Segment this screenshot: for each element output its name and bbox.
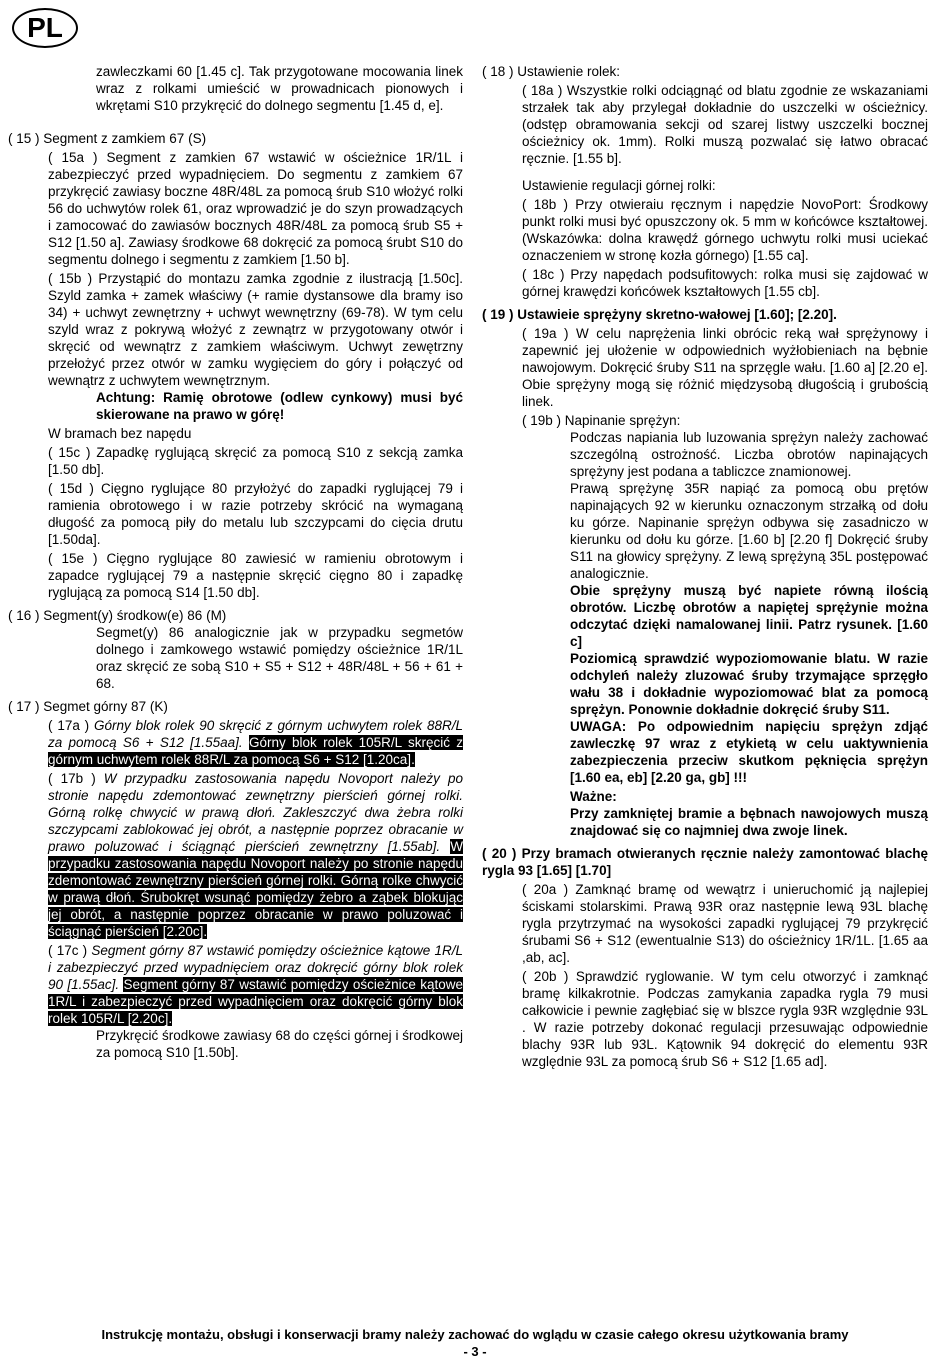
step-17a-text: Górny blok rolek 90 skręcić z górnym uchwytem rolek 88R/L za pomocą S6 + S12 [1.55aa]. — [48, 718, 463, 750]
right-column — [482, 63, 928, 1070]
step-15a: ( 15a ) Segment z zamkien 67 wstawić w ościeżnice 1R/1L i zabezpieczyć przed wypadnięciem. Do segmentu z zamkiem 67 przykręcić zawiasy boczne 48R/48L za pomocą śrub S10 włożyć rolki 56 do uchwytów rolek 61, oraz wprowadzić je do szyn prowadzących i zamocować do zawiasów bocznych 48R/48L za pomocą śrub S5 + S12 [1.50 a]. Zawiasy środkowe 68 dokręcić za pomocą śrubt S10 do segmentu dolnego i segmentu z zamkiem [1.50 b]. — [48, 150, 463, 267]
no-drive-note: W bramach bez napędu — [48, 426, 192, 441]
left-column — [8, 63, 463, 1061]
step-17b-highlight: W przypadku zastosowania napędu Novoport należy po stronie napędu zdemontować zewnętrzny pierścień górnej rolki. Górną rolke chwycić w prawą dłoń. Śrubokręt wsunąć pomiędzy żebro a ząbek blokując jej obrót, a następnie poprzez obracanie w prawo poluzować i ściągnąć pierścień [2.20c]. — [48, 839, 463, 939]
step-19b-text-3: Obie sprężyny muszą być napiete równą ilością obrotów. Liczbę obrotów a napiętej sprężynie można odczytać dzięki namalowanej linii. Patrz rysunek. [1.60 c] — [570, 583, 928, 649]
step-20a: ( 20a ) Zamknąć bramę od wewątrz i unieruchomić ją najlepiej ściskami stolarskimi. Prawą 93R oraz następnie lewą 93L blachę rygla przytrzymać na wysokości zapadki ryglującej 79 przykręcić śrubami S6 + S12 (ewentualnie S13) do ościeżnicy 1R/1L. [1.65 aa ,ab, ac]. — [522, 882, 928, 965]
step-17c-text: Segment górny 87 wstawić pomiędzy ościeżnice kątowe 1R/L i zabezpieczyć przed wypadnięciem oraz dokręcić górny blok rolek 90 [1.55ac]. — [48, 943, 463, 992]
step-17c-label: ( 17c ) — [48, 943, 88, 958]
step-15e: ( 15e ) Cięgno ryglujące 80 zawiesić w ramieniu obrotowym i zapadce ryglującej 79 a następnie skręcić cięgno 80 i zapadkę ryglującą za pomocą S14 [1.50 db]. — [48, 551, 463, 600]
step-19b-heading: ( 19b ) Napinanie sprężyn: — [522, 413, 681, 428]
step-20b: ( 20b ) Sprawdzić ryglowanie. W tym celu otworzyć i zamknąć bramę kilkakrotnie. Podczas zamykania zapadka rygla 79 musi całkowicie i pewnie zagłębiać się w blszce rygla 93R względnie 93L . W razie potrzeby dokonać regulacji przesuwając odpowiednie blachy 93R lub 93L. Kątownik 94 dokręcić do elementu 93R względnie 93L za pomocą śrub S6 + S12 [1.65 ad]. — [522, 969, 928, 1069]
step-17c — [8, 942, 463, 1027]
footer-note: Instrukcję montażu, obsługi i konserwacji bramy należy zachować do wglądu w czasie całego okresu użytkowania bramy — [101, 1327, 849, 1342]
step-17c-highlight: Segment górny 87 wstawić pomiędzy ościeżnice kątowe 1R/L i zabezpieczyć przed wypadnięciem oraz dokręcić górny blok rolek 105R/L [2.20c]. — [48, 977, 463, 1026]
step-19a: ( 19a ) W celu naprężenia linki obrócic reką wał sprężynowy i zapewnić jej ułożenie w odpowiednich wyżłobieniach na bębnie nawojowym. Dokręcić śruby S11 na sprzęgle wału. [1.60 a] [2.20 e]. Obie sprężyny mogą się różnić międzysobą długością i grubością linek. — [522, 326, 928, 409]
step-15d: ( 15d ) Cięgno ryglujące 80 przyłożyć do zapadki ryglującej 79 i ramienia obrotowego i w razie potrzeby skrócić na wymaganą długość za pomocą piły do metalu lub szczypcami do cięcia drutu [1.50da]. — [48, 481, 463, 547]
step-16: Segmet(y) 86 analogicznie jak w przypadku segmetów dolnego i zamkowego wstawić pomiędzy ościeżnice 1R/1L oraz skręcić ze sobą S10 + S5 + S12 + 48R/48L + 56 + 61 + 68. — [96, 625, 463, 691]
heading-16: ( 16 ) Segment(y) środkow(e) 86 (M) — [8, 608, 227, 623]
page-number: - 3 - — [463, 1344, 487, 1359]
step-17a-label: ( 17a ) — [48, 718, 90, 733]
step-15b: ( 15b ) Przystąpić do montazu zamka zgodnie z ilustracją [1.50c]. Szyld zamka + zamek właściwy (+ ramie dystansowe dla bramy iso 34) + uchwyt zewnętrzny + uchwyt wewnętrzny (69-78). W tym celu szyld wraz z pokrywą włożyć z zewnątrz w przygotowany otwór i skręcić od wewnątrz z zamkiem właściwym. Uchwyt zewętrzny przełożyć przez otwór w zamku wygięciem do góry i połączyć od wewnątrz z uchwytem wewnętrznym. — [48, 271, 463, 388]
step-17b — [8, 770, 463, 940]
heading-15: ( 15 ) Segment z zamkiem 67 (S) — [8, 131, 207, 146]
step-18c: ( 18c ) Przy napędach podsufitowych: rolka musi się zajdować w górnej krawędzi końcówek kształtowych [1.55 cb]. — [522, 267, 928, 299]
heading-20: ( 20 ) Przy bramach otwieranych ręcznie należy zamontować blachę rygla 93 [1.65] [1.70] — [482, 846, 928, 878]
language-badge: PL — [12, 8, 78, 48]
step-18b: ( 18b ) Przy otwieraiu ręcznym i napędzie NovoPort: Środkowy punkt rolki musi być opuszczony ok. 5 mm w końcówce kształtowej. (Wskazówka: dolna krawędź górnego uchwytu rolki musi uciekać oznaczeniem w stronę kozła górnego) [1.55 ca]. — [522, 197, 928, 263]
step-17a-highlight: Górny blok rolek 105R/L skręcić z górnym uchwytem rolek 88R/L za pomocą S6 + S12 [1.20ca]. — [48, 735, 463, 767]
step-19b-text-4: Poziomicą sprawdzić wypoziomowanie blatu. W razie odchyleń należy zluzować śruby trzymające sprzęgło wału 38 i dokładnie wypoziomować blat za pomocą sprężyn. Ponownie dokładnie dokręcić śruby S11. — [570, 651, 928, 717]
step-17c-end: Przykręcić środkowe zawiasy 68 do części górnej i środkowej za pomocą S10 [1.50b]. — [96, 1028, 463, 1060]
step-19b-text-1: Podczas napiania lub luzowania sprężyn należy zachować szczególną ostrożność. Liczba obrotów napinających sprężyny jest podana a tabliczce znamionowej. — [570, 430, 928, 479]
step-18a: ( 18a ) Wszystkie rolki odciągnąć od blatu zgodnie ze wskazaniami strzałek tak aby przylegał dokładnie do uszczelki w ościeżnicy. (odstęp obramowania sekcji od szarej listwy uszczelki bocznej ościeżnicy ok. 1mm). Rolki muszą pozwalać się łatwo obracać ręcznie. [1.55 b]. — [522, 83, 928, 166]
step-17b-label: ( 17b ) — [48, 771, 96, 786]
step-17b-text: W przypadku zastosowania napędu Novoport należy po stronie napędu zdemontować zewnętrzny pierścień górnej rolki. Górną rolkę chwycić w prawą dłoń. Zakleszczyć dwa żebra rolki szczypcami zablokować jej obrót, a następnie poprzez obracanie w prawo poluzować i ściągnąć pierścień zewnętrzny [1.55ab]. — [48, 771, 463, 854]
step-19b-warning: UWAGA: Po odpowiednim napięciu sprężyn zdjąć zawleczkę 97 wraz z etykietą w celu uaktywnienia zabezpieczenia przeciw skutkom pęknięcia sprężyn [1.60 ea, eb] [2.20 ga, gb] !!! — [570, 719, 928, 785]
step-17a — [8, 717, 463, 768]
top-roll-heading: Ustawienie regulacji górnej rolki: — [522, 178, 716, 193]
step-15b-warning: Achtung: Ramię obrotowe (odlew cynkowy) musi być skierowane na prawo w górę! — [96, 390, 463, 422]
paragraph-continuation: zawleczkami 60 [1.45 c]. Tak przygotowane mocowania linek wraz z rolkami umieścić w prowadnicach pionowych i wkrętami S10 przykręcić do dolnego segmentu [1.45 d, e]. — [96, 64, 463, 113]
heading-17: ( 17 ) Segmet górny 87 (K) — [8, 699, 168, 714]
step-19b-text-2: Prawą sprężynę 35R napiąć za pomocą obu prętów napinających 92 w kierunku oznaczonym strzałką od dołu ku górze. Napinanie sprężyn odbywa się zasadniczo w kierunku od dołu ku górze. [1.60 b] [2.20 f] Dokręcić śruby S11 na głowicy sprężyny. Z lewą sprężyną 35L postępować analogicznie. — [570, 481, 928, 581]
important-heading: Ważne: — [570, 789, 617, 804]
heading-19: ( 19 ) Ustawieie sprężyny skretno-wałowej [1.60]; [2.20]. — [482, 307, 837, 322]
important-text: Przy zamkniętej bramie a bębnach nawojowych muszą znajdować się co najmniej dwa zwoje linek. — [570, 806, 928, 838]
heading-18: ( 18 ) Ustawienie rolek: — [482, 64, 621, 79]
step-15c: ( 15c ) Zapadkę ryglującą skręcić za pomocą S10 z sekcją zamka [1.50 db]. — [48, 445, 463, 477]
